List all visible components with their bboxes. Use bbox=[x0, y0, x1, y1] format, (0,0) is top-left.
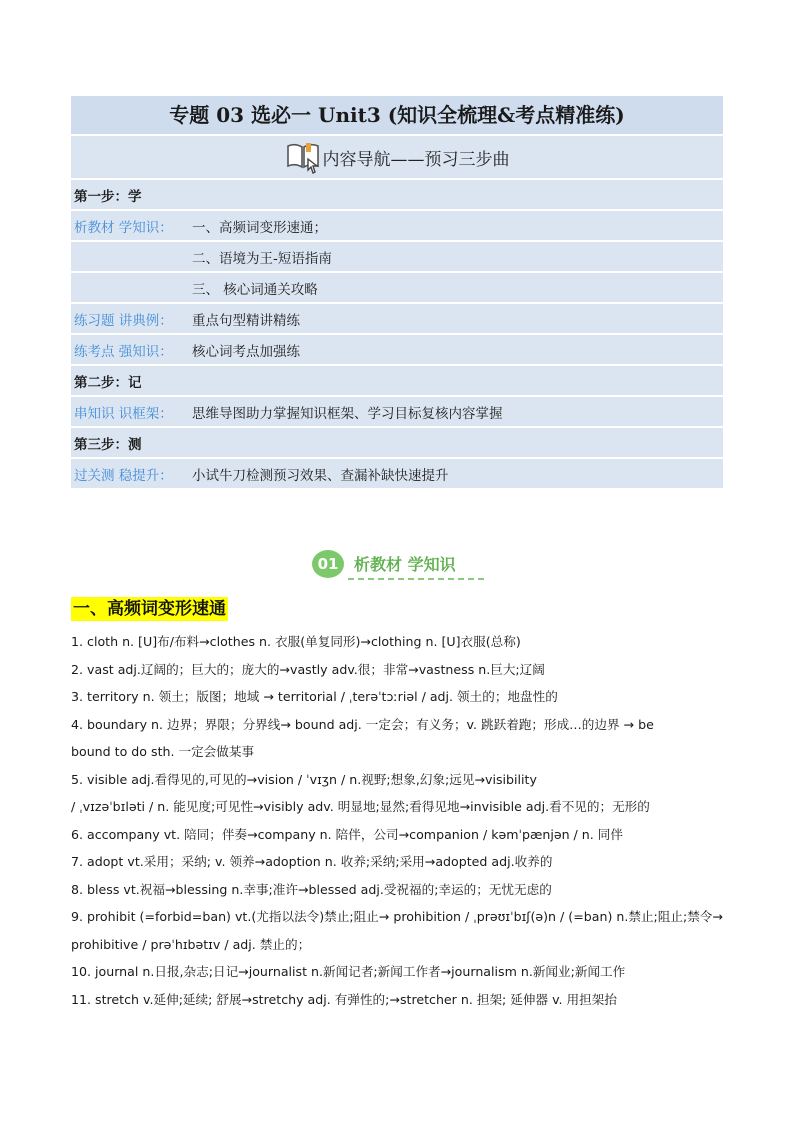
vocab-line: 8. bless vt.祝福→blessing n.幸事;准许→blessed adj.受祝福的;幸运的；无忧无虑的 bbox=[71, 881, 552, 897]
step-heading: 第三步：测 bbox=[71, 426, 723, 457]
section-header bbox=[312, 550, 484, 580]
step-item-text: 三、 核心词通关攻略 bbox=[192, 281, 318, 298]
step-item-label: 串知识 识框架： bbox=[74, 405, 173, 422]
step-heading: 第二步：记 bbox=[71, 364, 723, 395]
intro-box bbox=[71, 96, 723, 505]
step-item-text: 重点句型精讲精练 bbox=[192, 312, 300, 329]
step-item bbox=[71, 457, 723, 488]
step-item-text: 一、高频词变形速通； bbox=[192, 219, 327, 236]
step-item-label: 练考点 强知识： bbox=[74, 343, 173, 360]
vocab-line: 7. adopt vt.采用；采纳; v. 领养→adoption n. 收养;采纳;采用→adopted adj.收养的 bbox=[71, 854, 553, 869]
page-title: 专题 03 选必一 Unit3 (知识全梳理&考点精准练) bbox=[71, 96, 723, 134]
step-item bbox=[71, 271, 723, 302]
subsection-heading: 一、高频词变形速通 bbox=[73, 599, 226, 619]
step-item bbox=[71, 240, 723, 271]
section-number-badge: 01 bbox=[312, 550, 344, 578]
vocabulary-list bbox=[71, 628, 723, 1013]
step-item-text: 核心词考点加强练 bbox=[192, 343, 300, 360]
step-item bbox=[71, 395, 723, 426]
step-item-label: 练习题 讲典例： bbox=[74, 312, 173, 329]
vocab-line: 4. boundary n. 边界；界限；分界线→ bound adj. 一定会；有义务；v. 跳跃着跑；形成…的边界 → be bbox=[71, 716, 654, 732]
vocab-line: 3. territory n. 领土；版图；地域 → territorial / ˌterəˈtɔːriəl / adj. 领土的；地盘性的 bbox=[71, 689, 558, 704]
vocab-line: bound to do sth. 一定会做某事 bbox=[71, 744, 255, 759]
step-heading: 第一步：学 bbox=[71, 178, 723, 209]
vocab-line: 5. visible adj.看得见的,可见的→vision / ˈvɪʒn / n.视野;想象,幻象;远见→visibility bbox=[71, 771, 537, 787]
step-item-label: 过关测 稳提升： bbox=[74, 467, 173, 484]
vocab-line: 11. stretch v.延伸;延续; 舒展→stretchy adj. 有弹性的;→stretcher n. 担架; 延伸器 v. 用担架抬 bbox=[71, 991, 617, 1007]
step-item bbox=[71, 209, 723, 240]
book-pointer-icon bbox=[285, 139, 321, 175]
nav-title: 内容导航——预习三步曲 bbox=[322, 149, 510, 170]
vocab-line: prohibitive / prəˈhɪbətɪv / adj. 禁止的； bbox=[71, 936, 311, 952]
step-item-text: 小试牛刀检测预习效果、查漏补缺快速提升 bbox=[192, 467, 449, 484]
vocab-line: 10. journal n.日报,杂志;日记→journalist n.新闻记者;新闻工作者→journalism n.新闻业;新闻工作 bbox=[71, 964, 626, 979]
vocab-line: 2. vast adj.辽阔的；巨大的；庞大的→vastly adv.很；非常→vastness n.巨大;辽阔 bbox=[71, 661, 545, 677]
steps-list bbox=[71, 178, 723, 488]
step-item bbox=[71, 333, 723, 364]
step-item-label: 析教材 学知识： bbox=[74, 219, 173, 236]
step-item-text: 二、语境为王-短语指南 bbox=[192, 250, 332, 267]
vocab-line: 6. accompany vt. 陪同；伴奏→company n. 陪伴，公司→companion / kəmˈpænjən / n. 同伴 bbox=[71, 826, 623, 842]
section-underline bbox=[348, 578, 484, 580]
step-item-text: 思维导图助力掌握知识框架、学习目标复核内容掌握 bbox=[192, 405, 503, 422]
nav-banner bbox=[71, 134, 723, 178]
vocab-line: / ˌvɪzəˈbɪləti / n. 能见度;可见性→visibly adv. 明显地;显然;看得见地→invisible adj.看不见的；无形的 bbox=[71, 799, 650, 814]
section-title: 析教材 学知识 bbox=[354, 555, 456, 574]
vocab-line: 9. prohibit (=forbid=ban) vt.(尤指以法令)禁止;阻止→ prohibition / ˌprəʊɪˈbɪʃ(ə)n / (=ban) n.禁止;阻止;禁令→ bbox=[71, 909, 723, 924]
step-item bbox=[71, 302, 723, 333]
vocab-line: 1. cloth n. [U]布/布料→clothes n. 衣服(单复同形)→clothing n. [U]衣服(总称) bbox=[71, 634, 521, 649]
